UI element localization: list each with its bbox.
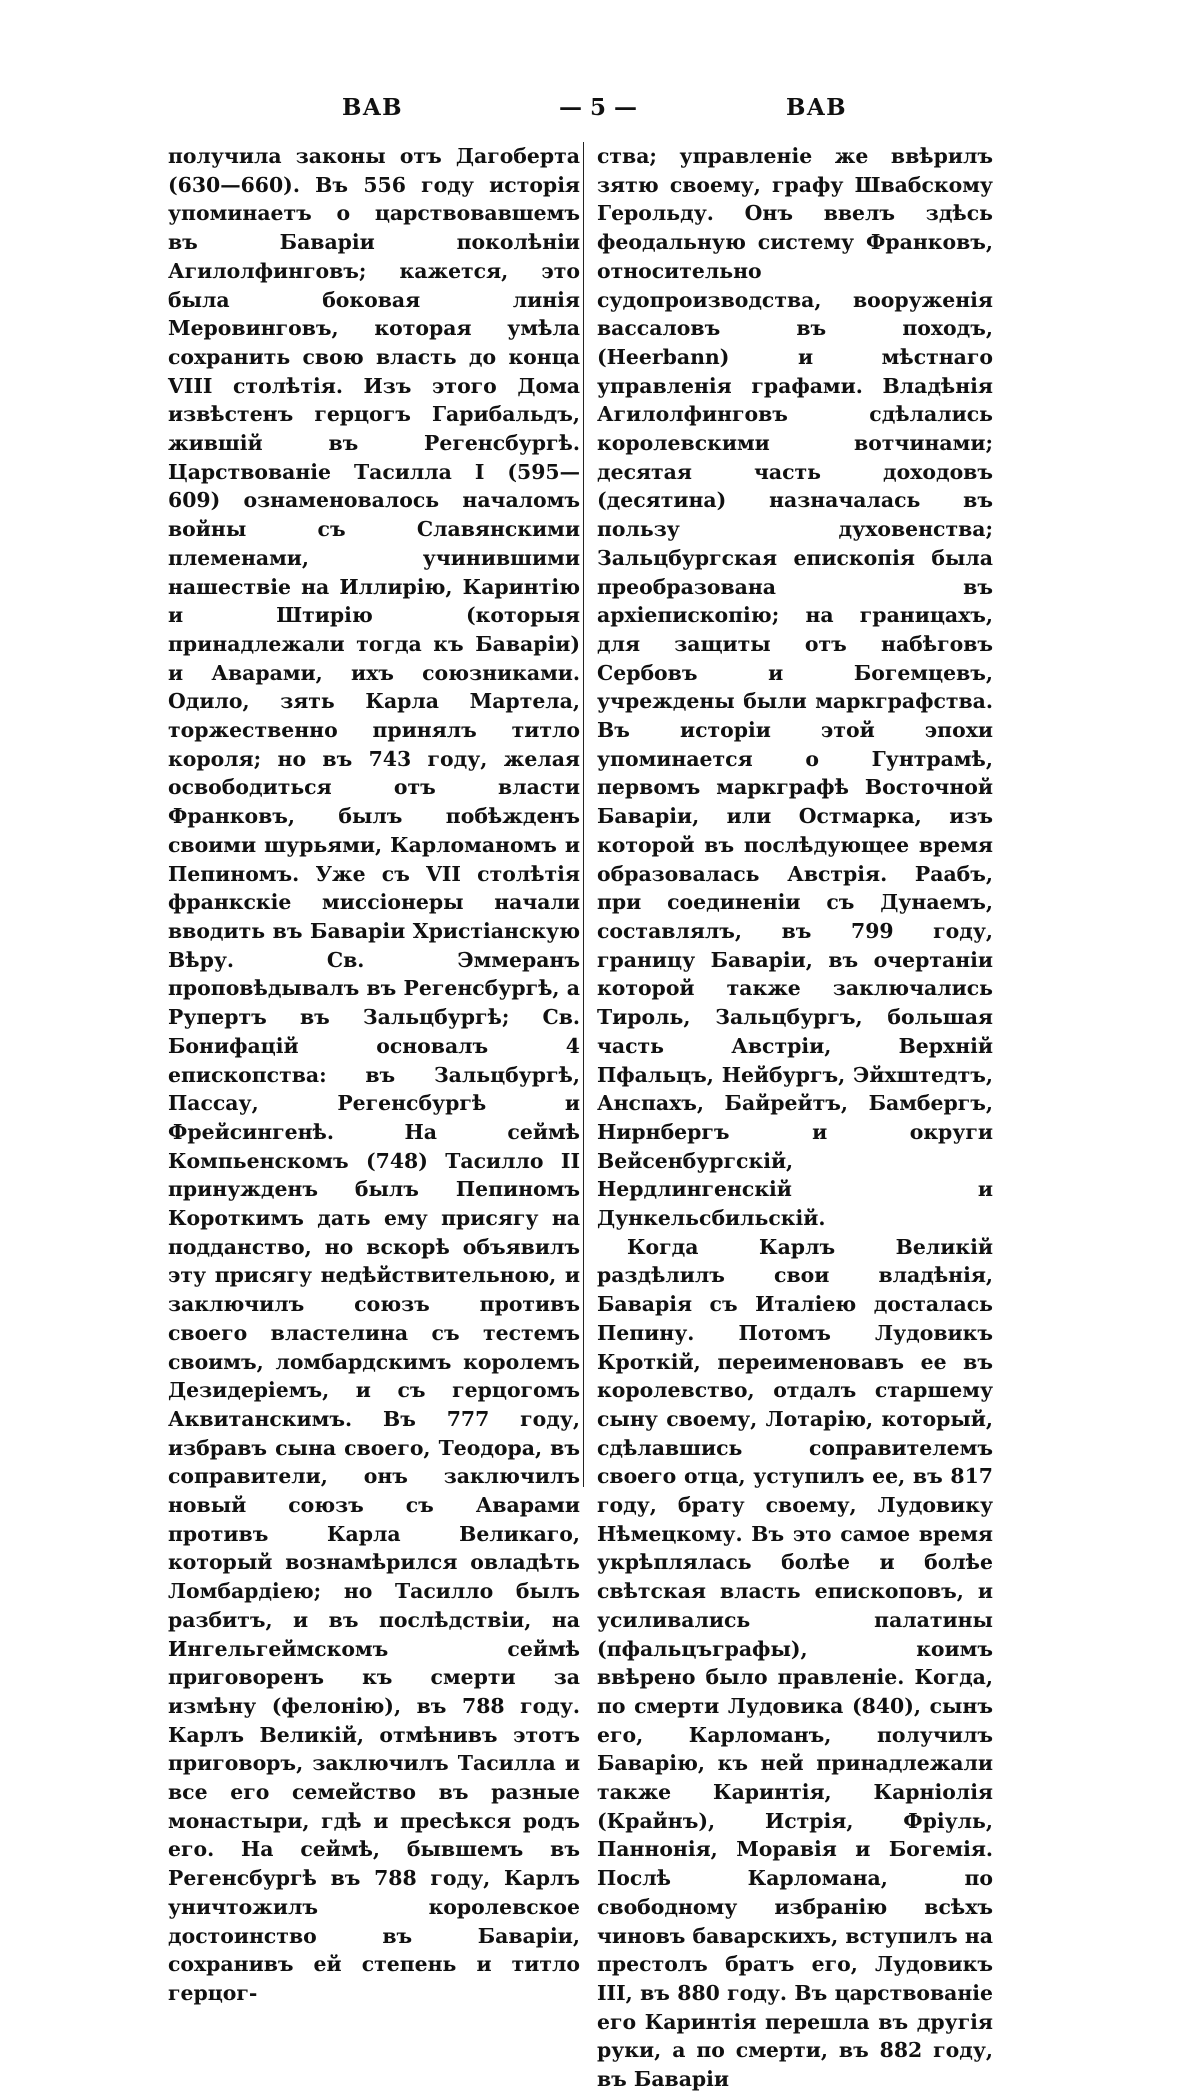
header-left-catchword: ВАВ <box>342 94 403 121</box>
left-paragraph-1: получила законы отъ Дагоберта (630—660). Въ 556 году исторія упоминаетъ о царствовавшемъ въ Баваріи поколѣніи Агилолфинговъ; кажется, это была боковая линія Меровинговъ, которая умѣла сохранить свою власть до конца VIII столѣтія. Изъ этого Дома извѣстенъ герцогъ Гарибальдъ, жившій въ Регенсбургѣ. Царствованіе Тасилла I (595—609) ознаменовалось началомъ войны съ Славянскими племенами, учинившими нашествіе на Иллирію, Каринтію и Штирію (которыя принадлежали тогда къ Баваріи) и Аварами, ихъ союзниками. Одило, зять Карла Мартела, торжественно принялъ титло короля; но въ 743 году, желая освободиться отъ власти Франковъ, былъ побѣжденъ своими шурьями, Карломаномъ и Пепиномъ. Уже съ VII столѣтія франкскіе миссіонеры начали вводить въ Баваріи Христіанскую Вѣру. Св. Эммеранъ проповѣдывалъ въ Регенсбургѣ, а Рупертъ въ Зальцбургѣ; Св. Бонифацій основалъ 4 епископства: въ Зальцбургѣ, Пассау, Регенсбургѣ и Фрейсингенѣ. На сеймѣ Компьенскомъ (748) Тасилло II принужденъ былъ Пепиномъ Короткимъ дать ему присягу на подданство, но вскорѣ объявилъ эту присягу недѣйствительною, и заключилъ союзъ противъ своего властелина съ тестемъ своимъ, ломбардскимъ королемъ Дезидеріемъ, и съ герцогомъ Аквитанскимъ. Въ 777 году, избравъ сына своего, Теодора, въ соправители, онъ заключилъ новый союзъ съ Аварами противъ Карла Великаго, который вознамѣрился овладѣть Ломбардіею; но Тасилло былъ разбитъ, и въ послѣдствіи, на Ингельгеймскомъ сеймѣ приговоренъ къ смерти за измѣну (фелонію), въ 788 году. Карлъ Великій, отмѣнивъ этотъ приговоръ, заключилъ Тасилла и все его семейство въ разные монастыри, гдѣ и пресѣкся родъ его. На сеймѣ, бывшемъ въ Регенсбургѣ въ 788 году, Карлъ уничтожилъ королевское достоинство въ Баваріи, сохранивъ ей степень и титло герцог- <box>168 144 580 2005</box>
left-column <box>168 142 580 2008</box>
right-paragraph-2: Когда Карлъ Великій раздѣлилъ свои владѣнія, Баварія съ Италіею досталась Пепину. Потомъ Лудовикъ Кроткій, переименовавъ ее въ королевство, отдалъ старшему сыну своему, Лотарію, который, сдѣлавшись соправителемъ своего отца, уступилъ ее, въ 817 году, брату своему, Лудовику Нѣмецкому. Въ это самое время укрѣплялась болѣе и болѣе свѣтская власть епископовъ, и усиливались палатины (пфальцъграфы), коимъ ввѣрено было правленіе. Когда, по смерти Лудовика (840), сынъ его, Карломанъ, получилъ Баварію, къ ней принадлежали также Каринтія, Карніолія (Крайнъ), Истрія, Фріуль, Паннонія, Моравія и Богемія. Послѣ Карломана, по свободному избранію всѣхъ чиновъ баварскихъ, вступилъ на престолъ братъ его, Лудовикъ III, въ 880 году. Въ царствованіе его Каринтія перешла въ другія руки, а по смерти, въ 882 году, въ Баваріи <box>597 1234 993 2092</box>
right-paragraph-1: ства; управленіе же ввѣрилъ зятю своему, графу Швабскому Герольду. Онъ ввелъ здѣсь феодальную систему Франковъ, относительно судопроизводства, вооруженія вассаловъ въ походъ, (Heerbann) и мѣстнаго управленія графами. Владѣнія Агилолфинговъ сдѣлались королевскими вотчинами; десятая часть доходовъ (десятина) назначалась въ пользу духовенства; Зальцбургская епископія была преобразована въ архіепископію; на границахъ, для защиты отъ набѣговъ Сербовъ и Богемцевъ, учреждены были маркграфства. Въ исторіи этой эпохи упоминается о Гунтрамѣ, первомъ маркграфѣ Восточной Баваріи, или Остмарка, изъ которой въ послѣдующее время образовалась Австрія. Раабъ, при соединеніи съ Дунаемъ, составлялъ, въ 799 году, границу Баваріи, въ очертаніи которой также заключались Тироль, Зальцбургъ, большая часть Австріи, Верхній Пфальцъ, Нейбургъ, Эйхштедтъ, Анспахъ, Байрейтъ, Бамбергъ, Нирнбергъ и округи Вейсенбургскій, Нердлингенскій и Дункельсбильскій. <box>597 144 993 1231</box>
right-column <box>597 142 993 2094</box>
running-head <box>0 94 1191 124</box>
page-number: — 5 — <box>558 94 638 121</box>
header-right-catchword: ВАВ <box>786 94 847 121</box>
column-divider <box>583 142 584 1487</box>
